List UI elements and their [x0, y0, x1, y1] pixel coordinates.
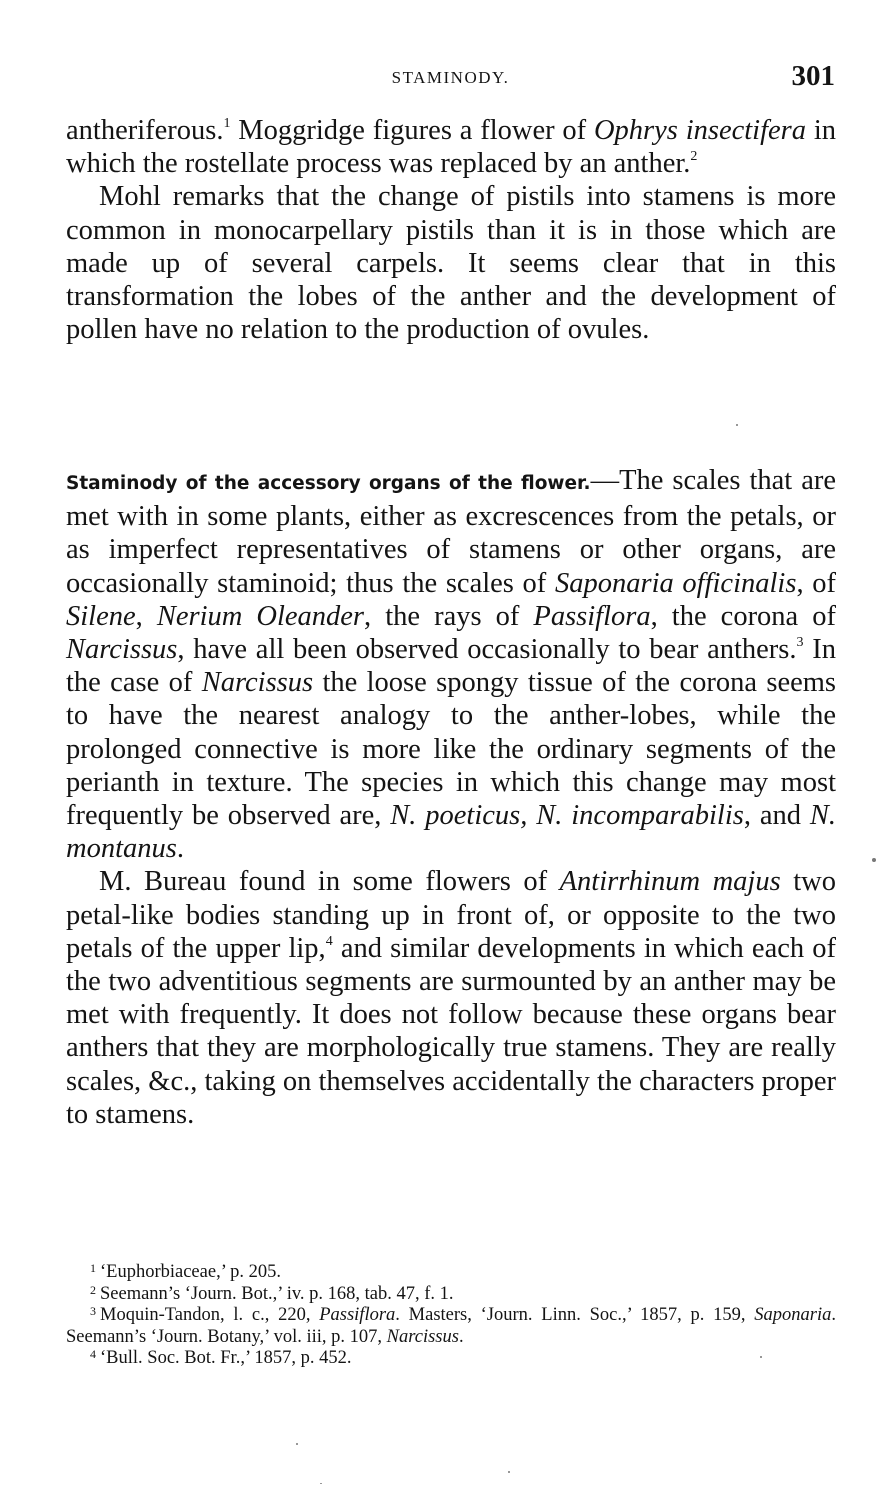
footnote-text: . Seemann’s ‘Journ. Botany,’ vol. iii, p. 107,	[66, 1305, 836, 1347]
footnote-text: ‘Bull. Soc. Bot. Fr.,’ 1857, p. 452.	[100, 1348, 352, 1368]
running-title: STAMINODY.	[391, 68, 510, 87]
scan-speck	[508, 1471, 510, 1473]
footnote-2	[66, 1284, 836, 1306]
taxon-name: Saponaria officinalis	[554, 567, 797, 599]
scan-speck	[296, 1443, 298, 1445]
text-run: and similar developments in which each of the two adventitious segments are surmounted by an anther may be met with frequently. It does not follow because these organs bear anthers that they are morphologically true stamens. They are really scales, &c., taking on themselves accidentally the characters proper to stamens.	[66, 932, 836, 1130]
text-run: The scales that are met with in some plants, either as excrescences from the petals, or as imperfect representatives of stamens or other organs, are occasionally staminoid; thus the scales of	[66, 465, 836, 599]
text-run: in which the rostellate process was replaced by an anther.	[66, 115, 837, 180]
scan-speck	[760, 1356, 762, 1358]
footnote-3	[66, 1305, 836, 1348]
taxon-name: Ophrys insectifera	[593, 115, 807, 146]
text-run: , and	[743, 800, 810, 832]
footnote-ref-3: 3	[796, 635, 804, 651]
text-run: M. Bureau found in some flowers of	[99, 866, 560, 898]
text-run: , have all been observed occasionally to bear anthers.	[177, 634, 797, 666]
taxon-name: Narcissus	[386, 1326, 459, 1347]
text-run: , of	[796, 567, 836, 599]
taxon-name: Saponaria	[754, 1305, 832, 1325]
text-run: antheriferous.	[66, 115, 224, 146]
page-number: 301	[791, 60, 835, 92]
footnote-marker: 4	[90, 1347, 96, 1361]
scan-speck	[736, 424, 738, 426]
paragraph-continuation	[66, 114, 836, 180]
taxon-name: Passiflora	[319, 1305, 396, 1325]
text-run: the loose spongy tissue of the corona seems to have the nearest analogy to the anther-lobes, while the prolonged connective is more like the ordinary segments of the perianth in texture. The species in which this change may most frequently be observed are,	[66, 667, 836, 832]
text-run: .	[176, 833, 184, 865]
taxon-name: N. montanus	[66, 800, 836, 865]
em-dash: —	[590, 465, 620, 496]
text-block-upper	[66, 114, 836, 346]
footnote-text: .	[458, 1326, 464, 1347]
text-run: , the corona of	[650, 600, 836, 632]
footnote-ref-1: 1	[223, 116, 231, 131]
footnote-1	[66, 1262, 836, 1284]
footnote-marker: 1	[90, 1261, 96, 1275]
taxon-name: Silene	[66, 600, 136, 632]
taxon-name: Nerium Oleander	[156, 600, 365, 632]
running-head	[66, 60, 835, 94]
text-run: two petal-like bodies standing up in front of, or opposite to the two petals of the upper lip,	[66, 866, 837, 964]
taxon-name: Passiflora	[533, 600, 651, 632]
taxon-name: Narcissus	[201, 667, 314, 699]
footnote-marker: 3	[90, 1304, 96, 1318]
taxon-name: Antirrhinum majus	[559, 866, 781, 898]
footnote-text: . Masters, ‘Journ. Linn. Soc.,’ 1857, p. 159,	[395, 1305, 755, 1325]
paragraph-mohl: Mohl remarks that the change of pistils into stamens is more common in monocarpellary pistils than it is in those which are made up of several carpels. It seems clear that in this transformation the lobes of the anther and the development of pollen have no relation to the production of ovules.	[66, 181, 836, 346]
footnote-text: ‘Euphorbiaceae,’ p. 205.	[100, 1262, 281, 1282]
taxon-name: Narcissus	[66, 634, 178, 666]
footnotes	[66, 1262, 836, 1370]
footnote-text: Moquin-Tandon, l. c., 220,	[100, 1305, 320, 1325]
scan-speck	[320, 1483, 322, 1484]
paragraph-staminody-accessory	[66, 464, 836, 865]
paragraph-bureau	[66, 865, 836, 1131]
text-block-lower	[66, 464, 836, 1131]
text-run: , the rays of	[364, 600, 534, 632]
footnote-ref-2: 2	[690, 149, 698, 165]
text-run: In the case of	[66, 634, 836, 699]
text-run: ,	[135, 600, 157, 632]
footnote-text: Seemann’s ‘Journ. Bot.,’ iv. p. 168, tab. 47, f. 1.	[100, 1283, 454, 1304]
footnote-4	[66, 1348, 836, 1370]
footnote-marker: 2	[90, 1282, 96, 1297]
text-run: Moggridge figures a flower of	[230, 115, 594, 146]
taxon-name: N. poeticus, N. incomparabilis	[390, 800, 744, 832]
scan-speck	[872, 858, 876, 862]
footnote-ref-4: 4	[325, 933, 333, 949]
section-heading: Staminody of the accessory organs of the flower.	[66, 473, 591, 494]
